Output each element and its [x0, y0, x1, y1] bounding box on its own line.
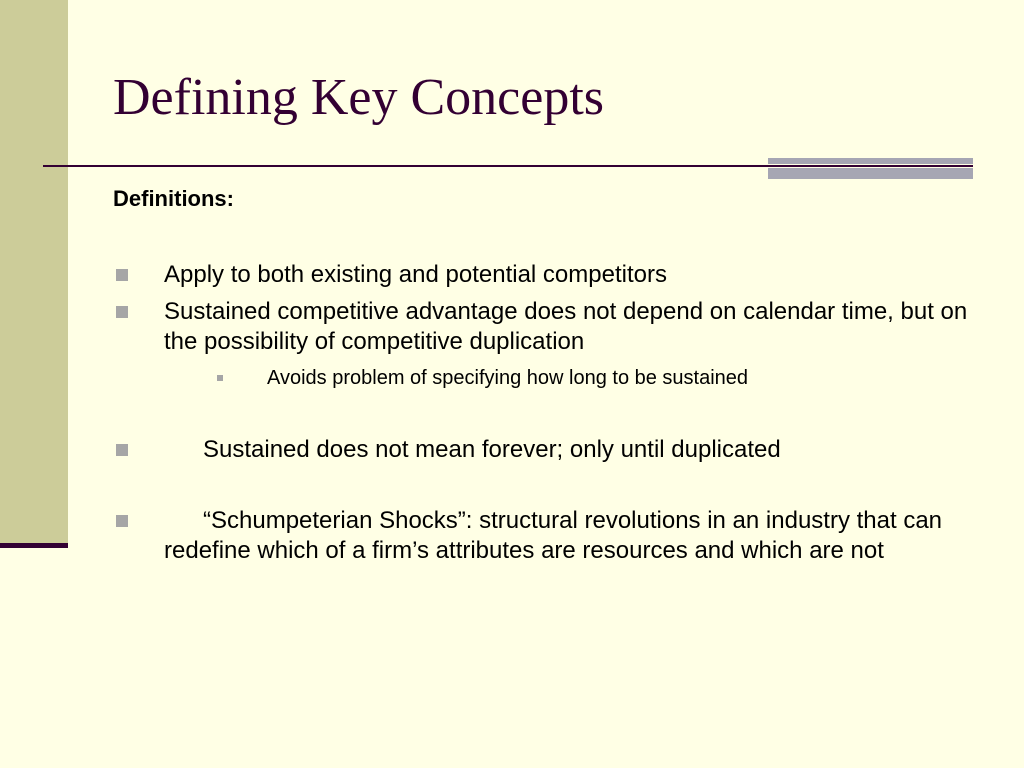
definitions-heading: Definitions: [113, 186, 234, 211]
sub-bullet-item [113, 365, 973, 391]
decorative-bar-bottom [768, 168, 973, 179]
square-bullet-icon [116, 515, 128, 527]
decorative-bars [768, 158, 973, 179]
square-bullet-icon [116, 306, 128, 318]
bullet-item [113, 260, 973, 290]
bullet-text: Sustained competitive advantage does not depend on calendar time, but on the possibility of competitive duplication [164, 298, 968, 355]
small-square-bullet-icon [217, 375, 223, 381]
bullet-text: “Schumpeterian Shocks”: structural revolutions in an industry that can redefine which of a firm’s attributes are resources and which are not [164, 507, 943, 564]
decorative-bar-top [768, 158, 973, 164]
sub-bullet-text: Avoids problem of specifying how long to be sustained [267, 367, 749, 389]
bullet-item [113, 297, 973, 357]
square-bullet-icon [116, 269, 128, 281]
bullet-text: Apply to both existing and potential competitors [164, 261, 667, 288]
bullet-item [113, 435, 973, 465]
left-decorative-band [0, 0, 68, 545]
square-bullet-icon [116, 444, 128, 456]
slide-title: Defining Key Concepts [113, 69, 605, 126]
slide-body [113, 184, 973, 566]
bullet-item [113, 506, 973, 566]
bullet-text: Sustained does not mean forever; only until duplicated [203, 436, 781, 463]
left-accent-line [0, 543, 68, 548]
